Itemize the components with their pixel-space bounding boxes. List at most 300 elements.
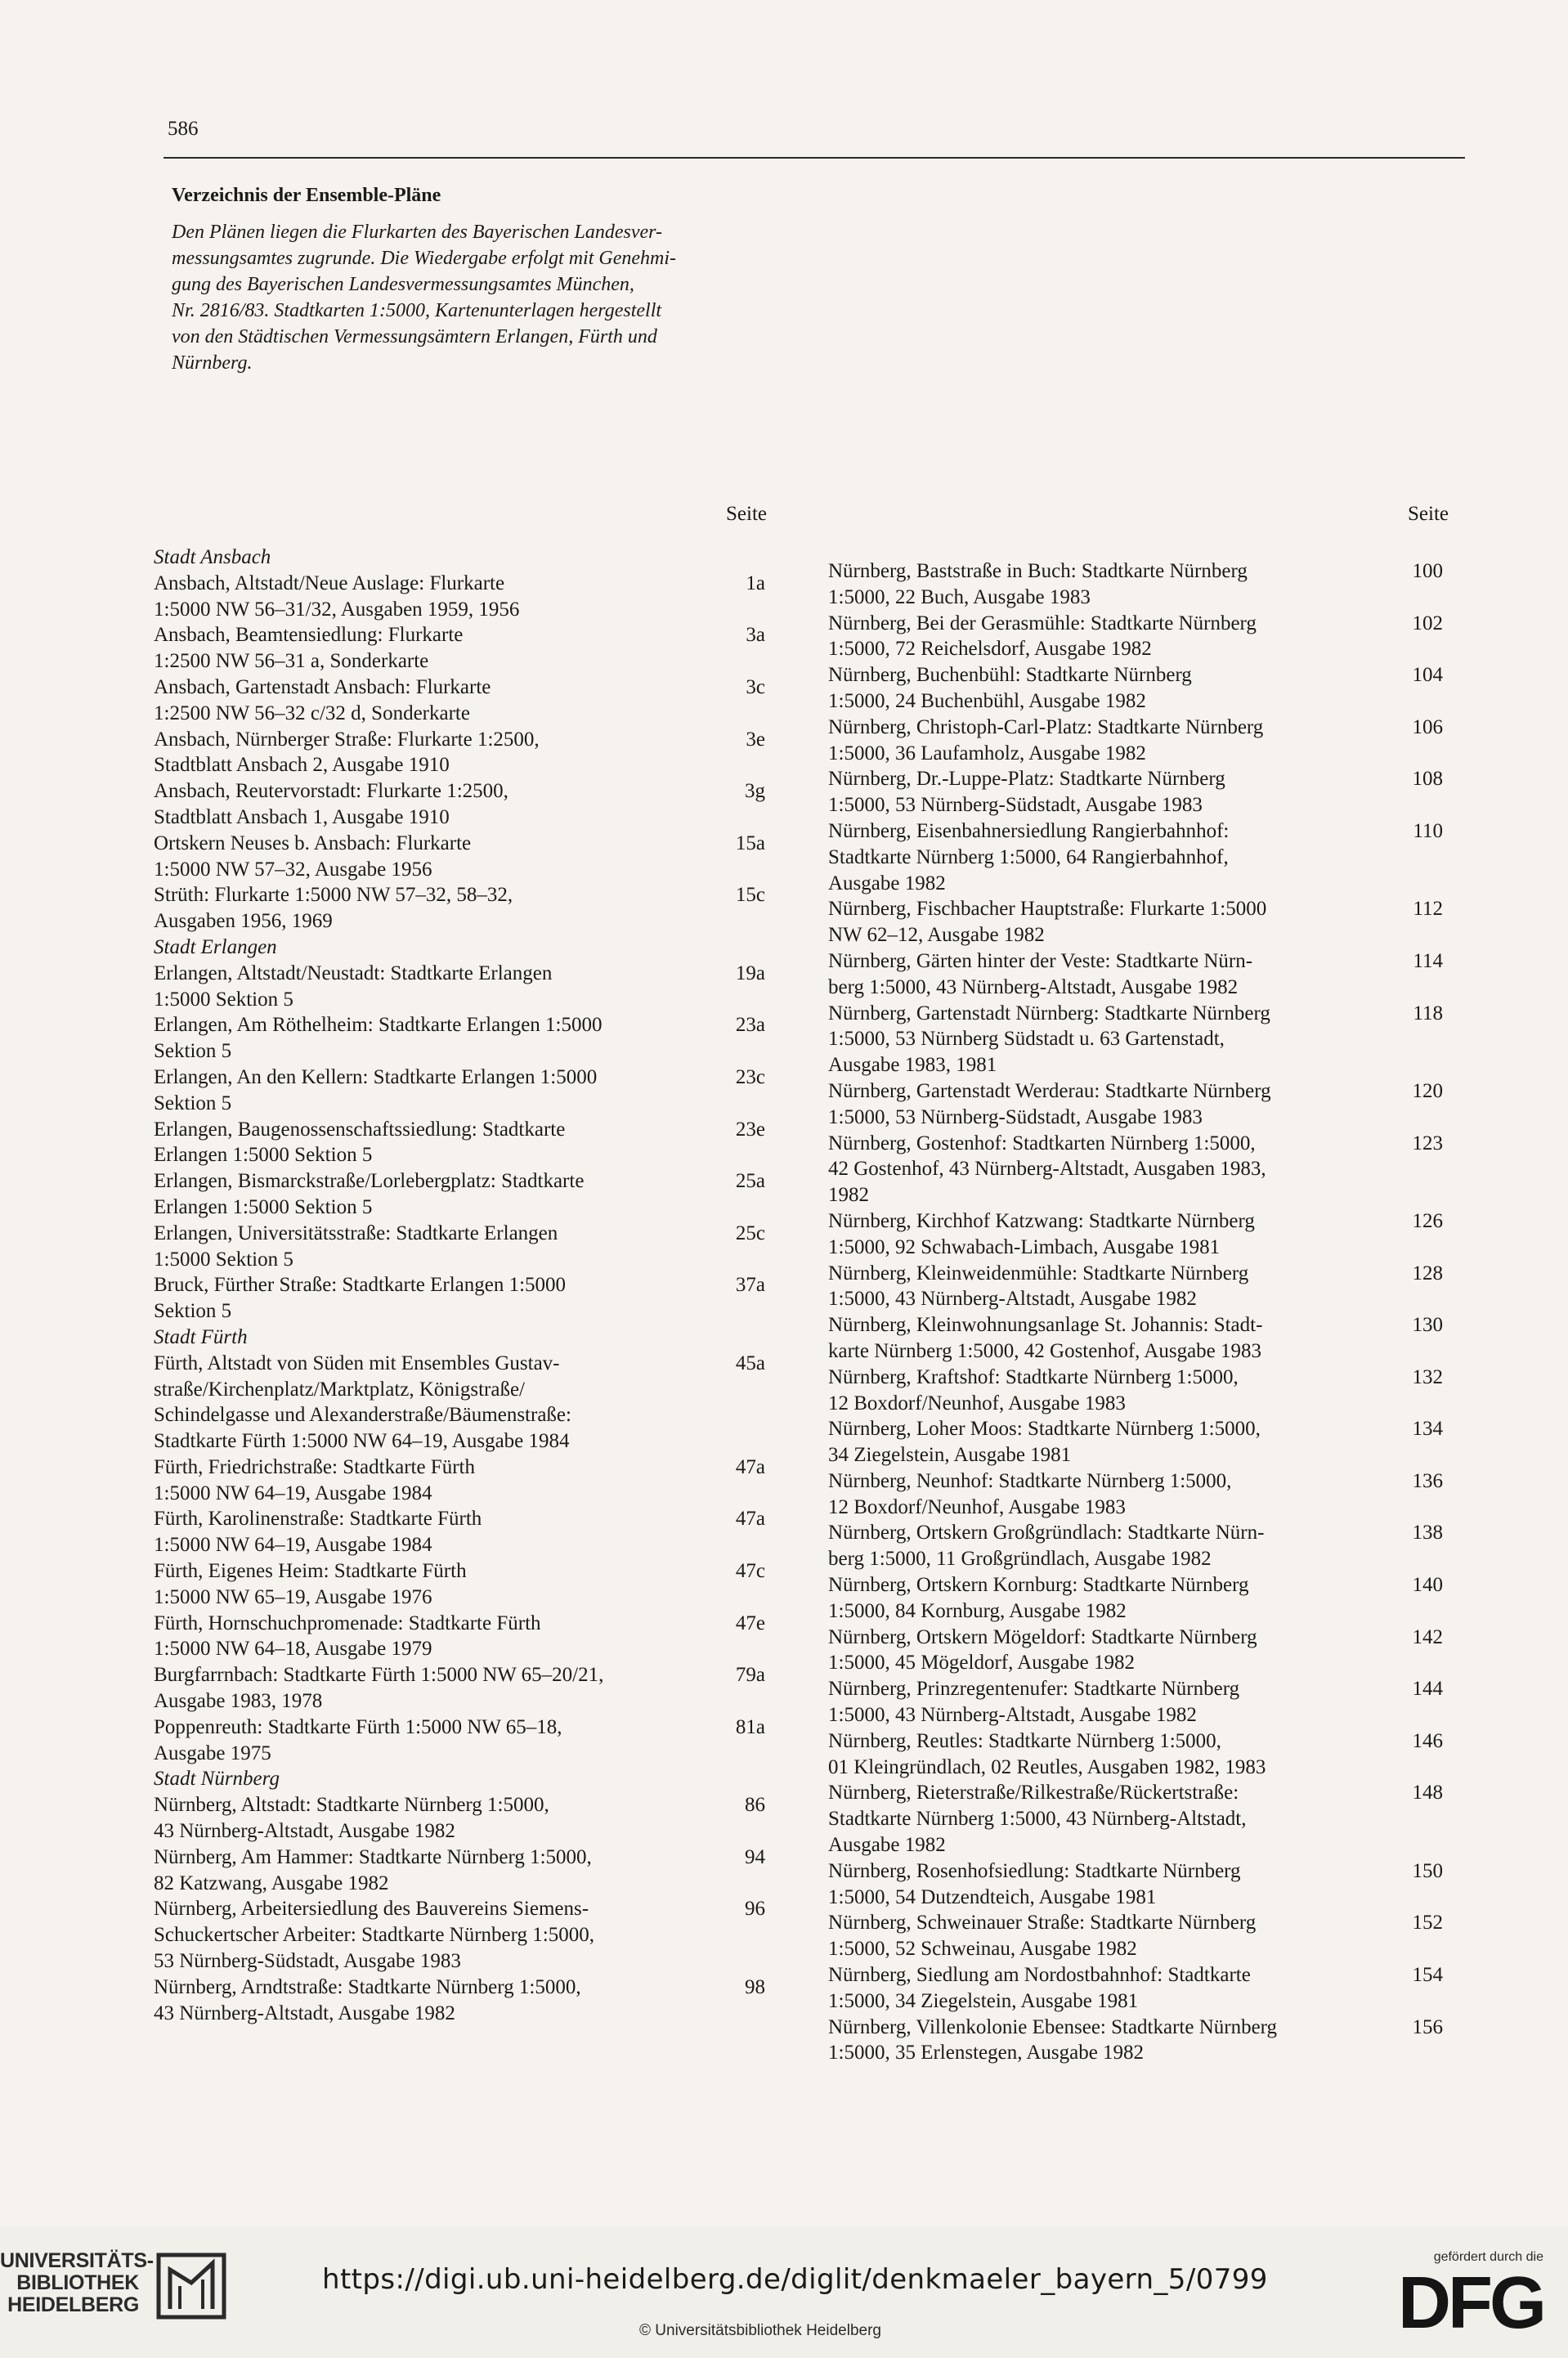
entry-text: 1:5000, 34 Ziegelstein, Ausgabe 1981 — [828, 1989, 1139, 2012]
index-entry — [828, 1858, 1443, 1911]
entry-text: Stadtkarte Fürth 1:5000 NW 64–19, Ausgabe 1984 — [154, 1430, 570, 1453]
entry-text-line — [828, 2040, 1443, 2066]
entry-text: Ausgabe 1983, 1981 — [828, 1054, 997, 1077]
entry-page-ref: 126 — [1412, 1209, 1443, 1232]
entry-text: 1:2500 NW 56–32 c/32 d, Sonderkarte — [154, 702, 470, 724]
entry-text: Nürnberg, Kraftshof: Stadtkarte Nürnberg 1:5000, — [828, 1365, 1239, 1388]
entry-text: Nürnberg, Buchenbühl: Stadtkarte Nürnberg — [828, 664, 1192, 687]
entry-text: Nürnberg, Ortskern Kornburg: Stadtkarte Nürnberg — [828, 1574, 1249, 1597]
entry-text: 1:5000 NW 64–19, Ausgabe 1984 — [154, 1482, 432, 1504]
entry-text-line — [154, 1247, 765, 1273]
entry-text-line — [154, 675, 765, 701]
entry-text: Ansbach, Nürnberger Straße: Flurkarte 1:2500, — [154, 728, 540, 751]
entry-text-line — [828, 1910, 1443, 1936]
entry-text-line — [154, 831, 765, 857]
index-entry — [154, 1168, 765, 1221]
entry-text-line — [154, 752, 765, 778]
index-entry — [154, 1715, 765, 1767]
entry-text-line — [154, 1532, 765, 1558]
entry-text-line — [828, 1442, 1443, 1468]
entry-text-line — [828, 766, 1443, 792]
entry-text: 1:2500 NW 56–31 a, Sonderkarte — [154, 650, 429, 673]
entry-text: Nürnberg, Altstadt: Stadtkarte Nürnberg 1:5000, — [154, 1794, 549, 1817]
entry-page-ref: 47a — [735, 1508, 765, 1531]
index-entry — [154, 778, 765, 831]
entry-text-line — [828, 1858, 1443, 1885]
entry-page-ref: 146 — [1412, 1729, 1443, 1752]
entry-text-line — [154, 1506, 765, 1532]
right-column — [828, 558, 1443, 2066]
page-number: 586 — [168, 118, 199, 140]
entry-text: Erlangen 1:5000 Sektion 5 — [154, 1195, 373, 1218]
entry-page-ref: 152 — [1412, 1912, 1443, 1934]
entry-page-ref: 96 — [745, 1898, 765, 1921]
entry-text: Nürnberg, Arndtstraße: Stadtkarte Nürnberg 1:5000, — [154, 1975, 581, 1998]
entry-text-line — [828, 1416, 1443, 1442]
entry-text-line — [154, 1272, 765, 1298]
entry-text-line — [828, 1208, 1443, 1235]
entry-text-line — [154, 1611, 765, 1637]
entry-text-line — [828, 1078, 1443, 1105]
entry-text: 1:5000 NW 57–32, Ausgabe 1956 — [154, 858, 432, 881]
entry-text-line — [828, 1702, 1443, 1728]
entry-page-ref: 114 — [1413, 949, 1443, 972]
section-title: Stadt Erlangen — [154, 935, 277, 958]
entry-text-line — [828, 1598, 1443, 1625]
entry-text-line — [828, 1365, 1443, 1391]
entry-text: 1:5000, 24 Buchenbühl, Ausgabe 1982 — [828, 689, 1146, 712]
entry-text-line — [154, 1688, 765, 1715]
section-heading: Verzeichnis der Ensemble-Pläne — [172, 185, 441, 206]
library-logo-line: UNIVERSITÄTS- — [0, 2249, 154, 2272]
entry-text: karte Nürnberg 1:5000, 42 Gostenhof, Ausgabe 1983 — [828, 1339, 1262, 1362]
index-entry — [154, 1611, 765, 1663]
entry-text-line — [828, 1546, 1443, 1572]
entry-text-line — [828, 741, 1443, 767]
entry-text-line — [828, 1026, 1443, 1052]
entry-text: Ausgabe 1975 — [154, 1742, 271, 1764]
entry-text-line — [154, 1195, 765, 1221]
entry-page-ref: 130 — [1412, 1314, 1443, 1337]
entry-text: Ansbach, Altstadt/Neue Auslage: Flurkarte — [154, 572, 505, 594]
entry-page-ref: 144 — [1412, 1678, 1443, 1701]
entry-text: 1:5000, 92 Schwabach-Limbach, Ausgabe 1981 — [828, 1235, 1221, 1258]
entry-text: 1:5000, 54 Dutzendteich, Ausgabe 1981 — [828, 1885, 1157, 1908]
entry-text: 01 Kleingründlach, 02 Reutles, Ausgaben 1982, 1983 — [828, 1755, 1266, 1778]
index-entry — [154, 1221, 765, 1273]
entry-text: Nürnberg, Rosenhofsiedlung: Stadtkarte Nürnberg — [828, 1859, 1241, 1882]
entry-page-ref: 25c — [735, 1222, 765, 1244]
entry-text: Erlangen, Baugenossenschaftssiedlung: Stadtkarte — [154, 1118, 566, 1141]
entry-text-line — [828, 1338, 1443, 1365]
entry-page-ref: 140 — [1412, 1574, 1443, 1597]
index-entry — [828, 948, 1443, 1001]
index-entry — [828, 1625, 1443, 1677]
index-entry — [154, 1975, 765, 2027]
entry-text: 12 Boxdorf/Neunhof, Ausgabe 1983 — [828, 1495, 1126, 1518]
entry-page-ref: 25a — [735, 1170, 765, 1193]
entry-page-ref: 19a — [735, 962, 765, 984]
entry-text: Strüth: Flurkarte 1:5000 NW 57–32, 58–32, — [154, 884, 513, 907]
index-entry — [154, 1455, 765, 1507]
intro-line: Den Plänen liegen die Flurkarten des Bayerischen Landesver- — [172, 222, 663, 243]
index-entry — [154, 1792, 765, 1845]
index-entry — [828, 896, 1443, 948]
library-logo-line: BIBLIOTHEK — [16, 2271, 139, 2294]
dfg-logo[interactable]: DFG — [1398, 2262, 1543, 2344]
index-entry — [828, 818, 1443, 896]
entry-text: 1:5000, 36 Laufamholz, Ausgabe 1982 — [828, 742, 1146, 764]
index-entry — [154, 622, 765, 675]
entry-text: Erlangen, Altstadt/Neustadt: Stadtkarte Erlangen — [154, 962, 553, 984]
entry-page-ref: 15a — [735, 832, 765, 854]
entry-text-line — [154, 1377, 765, 1403]
entry-page-ref: 132 — [1412, 1365, 1443, 1388]
entry-text-line — [828, 1832, 1443, 1858]
right-seite-label: Seite — [1408, 503, 1449, 525]
entry-page-ref: 120 — [1412, 1079, 1443, 1102]
entry-text-line — [154, 1038, 765, 1065]
entry-text-line — [154, 778, 765, 805]
entry-text: straße/Kirchenplatz/Marktplatz, Königstraße/ — [154, 1378, 526, 1401]
entry-text: Fürth, Karolinenstraße: Stadtkarte Fürth — [154, 1508, 482, 1531]
entry-text: Nürnberg, Kirchhof Katzwang: Stadtkarte Nürnberg — [828, 1209, 1255, 1232]
index-entry — [828, 1131, 1443, 1208]
entry-text-line — [828, 1156, 1443, 1182]
entry-text: Sektion 5 — [154, 1040, 232, 1063]
entry-page-ref: 94 — [745, 1845, 765, 1868]
entry-text: 1:5000, 45 Mögeldorf, Ausgabe 1982 — [828, 1652, 1135, 1674]
entry-page-ref: 154 — [1412, 1964, 1443, 1987]
entry-text-line — [828, 1728, 1443, 1755]
entry-text-line — [154, 1948, 765, 1975]
entry-text: Poppenreuth: Stadtkarte Fürth 1:5000 NW 65–18, — [154, 1715, 562, 1738]
entry-text: Nürnberg, Rieterstraße/Rilkestraße/Rückertstraße: — [828, 1782, 1239, 1804]
library-seal-icon — [155, 2252, 227, 2320]
entry-text: Fürth, Hornschuchpromenade: Stadtkarte Fürth — [154, 1612, 541, 1634]
entry-text-line — [154, 1792, 765, 1818]
index-entry — [828, 766, 1443, 818]
entry-page-ref: 1a — [746, 572, 765, 594]
entry-text: Stadtkarte Nürnberg 1:5000, 64 Rangierbahnhof, — [828, 845, 1229, 868]
entry-text: Ausgabe 1982 — [828, 1834, 946, 1857]
intro-line: gung des Bayerischen Landesvermessungsamtes München, — [172, 274, 634, 295]
entry-text-line — [828, 1105, 1443, 1131]
entry-text: Ausgabe 1982 — [828, 872, 946, 894]
index-entry — [828, 1572, 1443, 1625]
index-entry — [828, 662, 1443, 715]
index-entry — [154, 1896, 765, 1974]
index-entry — [828, 1910, 1443, 1962]
entry-text: Bruck, Fürther Straße: Stadtkarte Erlangen 1:5000 — [154, 1274, 567, 1297]
entry-text-line — [154, 571, 765, 597]
entry-text-line — [154, 1662, 765, 1688]
entry-text-line — [154, 648, 765, 675]
entry-page-ref: 47c — [735, 1560, 765, 1583]
index-entry — [154, 1845, 765, 1897]
entry-text-line — [154, 1221, 765, 1247]
entry-text: 1:5000 NW 56–31/32, Ausgaben 1959, 1956 — [154, 598, 520, 621]
entry-text-line — [828, 1391, 1443, 1417]
entry-page-ref: 134 — [1412, 1418, 1443, 1441]
entry-text: Sektion 5 — [154, 1092, 232, 1114]
entry-text-line — [154, 1481, 765, 1507]
index-entry — [154, 571, 765, 623]
entry-text-line — [828, 636, 1443, 662]
entry-page-ref: 138 — [1412, 1522, 1443, 1544]
index-entry — [828, 1468, 1443, 1521]
index-entry — [828, 611, 1443, 663]
entry-text: Nürnberg, Reutles: Stadtkarte Nürnberg 1:5000, — [828, 1729, 1221, 1752]
entry-text-line — [154, 1871, 765, 1897]
entry-text: 1:5000 NW 65–19, Ausgabe 1976 — [154, 1585, 432, 1608]
index-entry — [828, 1001, 1443, 1078]
entry-text-line — [828, 1806, 1443, 1832]
entry-text-line — [154, 701, 765, 727]
index-entry — [154, 1117, 765, 1169]
entry-text: Nürnberg, Gostenhof: Stadtkarten Nürnberg 1:5000, — [828, 1132, 1256, 1154]
entry-text: 1:5000, 53 Nürnberg Südstadt u. 63 Gartenstadt, — [828, 1028, 1225, 1051]
entry-text-line — [828, 1131, 1443, 1157]
entry-text-line — [828, 1235, 1443, 1261]
entry-text-line — [828, 1676, 1443, 1702]
entry-page-ref: 156 — [1412, 2015, 1443, 2038]
entry-text-line — [154, 1558, 765, 1585]
entry-text: Erlangen, Universitätsstraße: Stadtkarte Erlangen — [154, 1222, 558, 1244]
entry-page-ref: 3c — [746, 675, 765, 698]
entry-text-line — [154, 1922, 765, 1948]
entry-page-ref: 3g — [745, 780, 765, 803]
index-entry — [828, 1728, 1443, 1781]
index-entry — [154, 961, 765, 1013]
entry-text-line — [154, 1636, 765, 1662]
entry-text-line — [828, 1286, 1443, 1312]
section-title: Stadt Fürth — [154, 1325, 248, 1348]
entry-text: Stadtblatt Ansbach 1, Ausgabe 1910 — [154, 805, 450, 828]
entry-text: Schuckertscher Arbeiter: Stadtkarte Nürnberg 1:5000, — [154, 1924, 594, 1947]
entry-text: 1:5000, 72 Reichelsdorf, Ausgabe 1982 — [828, 638, 1152, 661]
entry-text: 1:5000, 84 Kornburg, Ausgabe 1982 — [828, 1599, 1127, 1622]
funding-note: gefördert durch die — [1433, 2250, 1543, 2264]
entry-page-ref: 118 — [1413, 1002, 1443, 1024]
index-entry — [154, 882, 765, 935]
entry-text-line — [828, 1885, 1443, 1911]
entry-page-ref: 98 — [745, 1975, 765, 1998]
entry-text: Fürth, Friedrichstraße: Stadtkarte Fürth — [154, 1455, 475, 1478]
entry-text: Erlangen, An den Kellern: Stadtkarte Erlangen 1:5000 — [154, 1065, 598, 1088]
entry-text: Nürnberg, Fischbacher Hauptstraße: Flurkarte 1:5000 — [828, 898, 1267, 921]
entry-text: 42 Gostenhof, 43 Nürnberg-Altstadt, Ausgaben 1983, — [828, 1158, 1266, 1181]
entry-text: 1:5000 NW 64–19, Ausgabe 1984 — [154, 1534, 432, 1557]
entry-text-line — [154, 1298, 765, 1325]
entry-text: 1:5000 Sektion 5 — [154, 988, 293, 1011]
entry-page-ref: 108 — [1412, 768, 1443, 791]
entry-text: NW 62–12, Ausgabe 1982 — [828, 924, 1045, 947]
entry-text: Nürnberg, Kleinwohnungsanlage St. Johannis: Stadt- — [828, 1314, 1263, 1337]
entry-page-ref: 104 — [1412, 664, 1443, 687]
entry-text: 1:5000 Sektion 5 — [154, 1248, 293, 1271]
entry-text: Nürnberg, Arbeitersiedlung des Bauvereins Siemens- — [154, 1898, 589, 1921]
entry-text-line — [154, 882, 765, 908]
entry-text-line — [828, 662, 1443, 688]
entry-text: Nürnberg, Gartenstadt Nürnberg: Stadtkarte Nürnberg — [828, 1002, 1270, 1024]
entry-text-line — [154, 1142, 765, 1168]
entry-page-ref: 45a — [735, 1352, 765, 1374]
entry-page-ref: 148 — [1412, 1782, 1443, 1804]
entry-text-line — [154, 857, 765, 883]
intro-line: Nr. 2816/83. Stadtkarten 1:5000, Kartenunterlagen hergestellt — [172, 300, 662, 321]
index-entry — [828, 1520, 1443, 1572]
header-rule — [164, 157, 1465, 159]
entry-page-ref: 100 — [1412, 560, 1443, 582]
entry-text: 1:5000, 43 Nürnberg-Altstadt, Ausgabe 1982 — [828, 1704, 1197, 1727]
entry-text: 12 Boxdorf/Neunhof, Ausgabe 1983 — [828, 1392, 1126, 1414]
entry-text-line — [154, 1428, 765, 1455]
entry-text: Nürnberg, Eisenbahnersiedlung Rangierbahnhof: — [828, 819, 1230, 842]
entry-text: Ansbach, Beamtensiedlung: Flurkarte — [154, 624, 464, 647]
entry-text-line — [154, 961, 765, 987]
entry-text-line — [828, 1988, 1443, 2015]
entry-text-line — [828, 558, 1443, 585]
intro-line: von den Städtischen Vermessungsämtern Erlangen, Fürth und — [172, 326, 657, 347]
entry-text-line — [154, 1168, 765, 1195]
section-title: Stadt Nürnberg — [154, 1768, 280, 1791]
entry-page-ref: 86 — [745, 1794, 765, 1817]
index-entry — [828, 1078, 1443, 1131]
entry-text: Nürnberg, Loher Moos: Stadtkarte Nürnberg 1:5000, — [828, 1418, 1261, 1441]
entry-text-line — [154, 1091, 765, 1117]
entry-text-line — [828, 1780, 1443, 1806]
entry-text: Nürnberg, Dr.-Luppe-Platz: Stadtkarte Nürnberg — [828, 768, 1225, 791]
entry-text-line — [154, 1741, 765, 1767]
section-title: Stadt Ansbach — [154, 546, 271, 568]
entry-text: 1:5000, 22 Buch, Ausgabe 1983 — [828, 585, 1091, 608]
entry-text-line — [828, 715, 1443, 741]
index-entry — [154, 1065, 765, 1117]
index-entry — [828, 1261, 1443, 1313]
entry-text-line — [154, 1117, 765, 1143]
entry-page-ref: 37a — [735, 1274, 765, 1297]
index-entry — [154, 1272, 765, 1325]
entry-text: 1:5000, 43 Nürnberg-Altstadt, Ausgabe 1982 — [828, 1288, 1197, 1311]
index-entry — [154, 1351, 765, 1455]
entry-text-line — [828, 1468, 1443, 1495]
entry-text-line — [828, 922, 1443, 948]
entry-text: Nürnberg, Ortskern Großgründlach: Stadtkarte Nürn- — [828, 1522, 1265, 1544]
entry-page-ref: 128 — [1412, 1262, 1443, 1284]
entry-text-line — [828, 1001, 1443, 1027]
index-entry — [828, 1962, 1443, 2015]
index-entry — [154, 1506, 765, 1558]
entry-text: 1:5000, 53 Nürnberg-Südstadt, Ausgabe 1983 — [828, 794, 1203, 817]
entry-text-line — [154, 1351, 765, 1377]
index-entry — [154, 1558, 765, 1611]
entry-text: Nürnberg, Bei der Gerasmühle: Stadtkarte Nürnberg — [828, 612, 1257, 634]
entry-text-line — [828, 1936, 1443, 1962]
entry-text: Nürnberg, Ortskern Mögeldorf: Stadtkarte Nürnberg — [828, 1625, 1257, 1648]
entry-text-line — [828, 1495, 1443, 1521]
entry-page-ref: 3e — [746, 728, 765, 751]
entry-page-ref: 23a — [735, 1014, 765, 1037]
entry-text-line — [154, 1896, 765, 1922]
entry-text-line — [154, 1402, 765, 1428]
intro-line: messungsamtes zugrunde. Die Wiedergabe erfolgt mit Genehmi- — [172, 248, 677, 269]
entry-page-ref: 123 — [1412, 1132, 1443, 1154]
entry-text: Sektion 5 — [154, 1300, 232, 1323]
entry-text-line — [828, 792, 1443, 818]
entry-text: Nürnberg, Gartenstadt Werderau: Stadtkarte Nürnberg — [828, 1079, 1271, 1102]
entry-text: 1:5000, 53 Nürnberg-Südstadt, Ausgabe 1983 — [828, 1105, 1203, 1128]
entry-text: Erlangen, Am Röthelheim: Stadtkarte Erlangen 1:5000 — [154, 1014, 603, 1037]
entry-page-ref: 79a — [735, 1664, 765, 1687]
entry-page-ref: 47e — [735, 1612, 765, 1634]
entry-text: Nürnberg, Kleinweidenmühle: Stadtkarte Nürnberg — [828, 1262, 1249, 1284]
permalink-url[interactable]: https://digi.ub.uni-heidelberg.de/diglit/denkmaeler_bayern_5/0799 — [322, 2263, 1268, 2296]
index-entry — [154, 1012, 765, 1065]
entry-text-line — [154, 727, 765, 753]
entry-text: 1:5000, 35 Erlenstegen, Ausgabe 1982 — [828, 2042, 1145, 2064]
entry-text-line — [154, 908, 765, 935]
entry-text-line — [828, 1182, 1443, 1208]
entry-text-line — [154, 1845, 765, 1871]
entry-page-ref: 3a — [746, 624, 765, 647]
entry-text-line — [828, 818, 1443, 845]
entry-text: Stadtblatt Ansbach 2, Ausgabe 1910 — [154, 754, 450, 777]
entry-text: Burgfarrnbach: Stadtkarte Fürth 1:5000 NW 65–20/21, — [154, 1664, 604, 1687]
entry-text: Fürth, Altstadt von Süden mit Ensembles Gustav- — [154, 1352, 560, 1374]
entry-text: Ansbach, Gartenstadt Ansbach: Flurkarte — [154, 675, 491, 698]
index-entry — [828, 715, 1443, 767]
entry-text: berg 1:5000, 43 Nürnberg-Altstadt, Ausgabe 1982 — [828, 975, 1239, 998]
entry-text-line — [828, 1755, 1443, 1781]
entry-text-line — [154, 805, 765, 831]
entry-text-line — [828, 845, 1443, 871]
entry-page-ref: 150 — [1412, 1859, 1443, 1882]
left-column — [154, 545, 765, 2026]
entry-text-line — [828, 1261, 1443, 1287]
entry-text-line — [828, 688, 1443, 715]
entry-text-line — [154, 1975, 765, 2001]
library-logo-line: HEIDELBERG — [7, 2293, 139, 2316]
entry-page-ref: 142 — [1412, 1625, 1443, 1648]
entry-page-ref: 23e — [735, 1118, 765, 1141]
library-logo[interactable] — [0, 2249, 154, 2316]
entry-text-line — [828, 1052, 1443, 1078]
entry-text-line — [154, 1012, 765, 1038]
entry-text: Erlangen, Bismarckstraße/Lorlebergplatz: Stadtkarte — [154, 1170, 585, 1193]
index-entry — [828, 1780, 1443, 1858]
entry-text-line — [828, 2015, 1443, 2041]
entry-text-line — [154, 597, 765, 623]
entry-text-line — [828, 948, 1443, 975]
index-entry — [154, 675, 765, 727]
entry-text: Ansbach, Reutervorstadt: Flurkarte 1:2500, — [154, 780, 508, 803]
entry-page-ref: 81a — [735, 1715, 765, 1738]
entry-text: Nürnberg, Christoph-Carl-Platz: Stadtkarte Nürnberg — [828, 715, 1264, 738]
entry-text-line — [154, 622, 765, 648]
entry-text: Schindelgasse und Alexanderstraße/Bäumenstraße: — [154, 1404, 571, 1427]
entry-text-line — [828, 1650, 1443, 1676]
entry-text: 43 Nürnberg-Altstadt, Ausgabe 1982 — [154, 1820, 455, 1843]
entry-text-line — [154, 1585, 765, 1611]
entry-text: Fürth, Eigenes Heim: Stadtkarte Fürth — [154, 1560, 467, 1583]
entry-text-line — [828, 1572, 1443, 1598]
entry-text: Nürnberg, Siedlung am Nordostbahnhof: Stadtkarte — [828, 1964, 1251, 1987]
entry-text: Nürnberg, Prinzregentenufer: Stadtkarte Nürnberg — [828, 1678, 1240, 1701]
entry-text-line — [828, 585, 1443, 611]
entry-page-ref: 102 — [1412, 612, 1443, 634]
entry-text: Nürnberg, Neunhof: Stadtkarte Nürnberg 1:5000, — [828, 1469, 1232, 1492]
